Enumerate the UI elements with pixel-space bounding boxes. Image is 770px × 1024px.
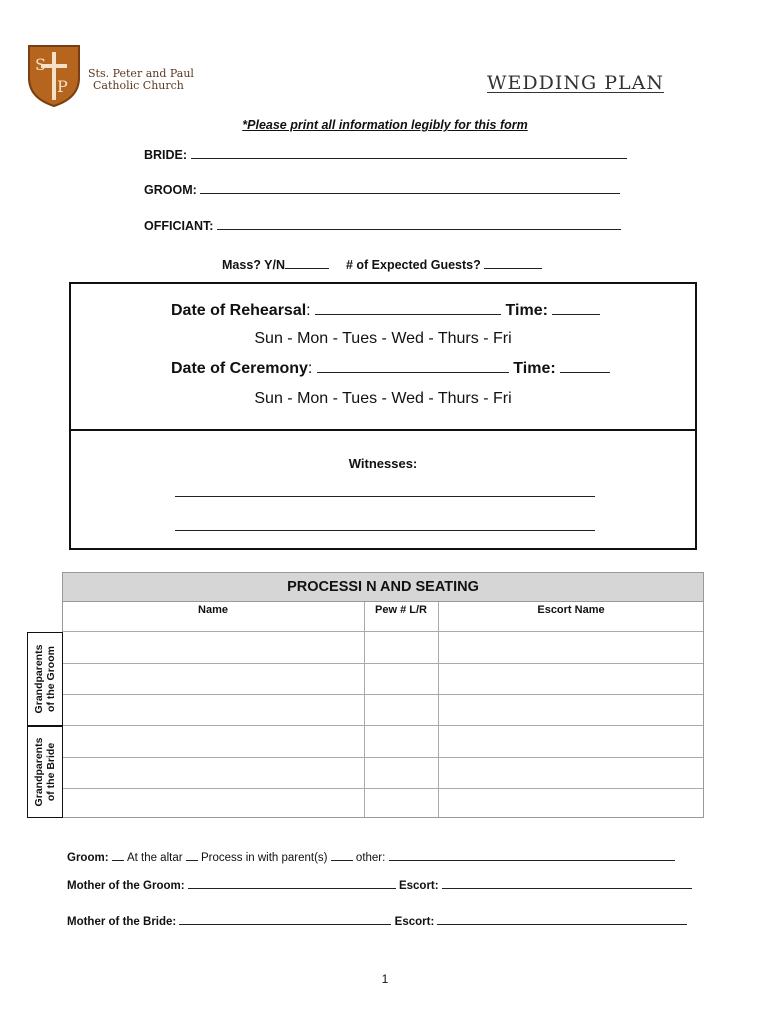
- group-label: Grandparents of the Groom: [33, 644, 57, 714]
- escort-label: Escort:: [394, 916, 435, 928]
- church-name-line1: Sts. Peter and Paul: [88, 67, 194, 80]
- escort-label: Escort:: [398, 880, 439, 892]
- ceremony-time-label: Time:: [513, 360, 556, 377]
- procession-header: PROCESSI N AND SEATING: [62, 572, 704, 602]
- ceremony-label: Date of Ceremony: [171, 360, 308, 377]
- groom-input-line[interactable]: [200, 181, 620, 194]
- table-row[interactable]: [63, 726, 363, 757]
- guests-label: # of Expected Guests?: [345, 258, 481, 272]
- bride-field: [144, 146, 627, 162]
- dates-box: [69, 282, 697, 550]
- shield-icon: [27, 44, 81, 108]
- form-notice: *Please print all information legibly for this form: [242, 118, 528, 132]
- ceremony-days: Sun - Mon - Tues - Wed - Thurs - Fri: [254, 390, 512, 407]
- rehearsal-time-label: Time:: [505, 302, 548, 319]
- mother-bride-label: Mother of the Bride:: [67, 916, 177, 928]
- ceremony-time-line[interactable]: [560, 360, 610, 373]
- groom-procession-label: Groom:: [67, 852, 109, 864]
- rehearsal-time-line[interactable]: [552, 302, 600, 315]
- rehearsal-label: Date of Rehearsal: [171, 302, 307, 319]
- mother-groom-escort-line[interactable]: [442, 876, 692, 889]
- table-row[interactable]: [63, 789, 363, 817]
- other-input-line[interactable]: [389, 848, 675, 861]
- column-pew: Pew # L/R: [375, 604, 427, 616]
- page-title: WEDDING PLAN: [487, 72, 664, 94]
- mother-bride-line[interactable]: [179, 912, 391, 925]
- witness-line-1[interactable]: [175, 496, 595, 497]
- group-grandparents-groom: [27, 632, 63, 726]
- page-number: 1: [381, 972, 389, 986]
- church-name-line2: Catholic Church: [93, 79, 184, 92]
- column-escort: Escort Name: [537, 604, 605, 616]
- rehearsal-row: Date of Rehearsal: Time:: [171, 302, 600, 320]
- witnesses-label: Witnesses:: [348, 456, 418, 471]
- group-grandparents-bride: [27, 726, 63, 818]
- procession-table: [62, 602, 704, 818]
- rehearsal-days: Sun - Mon - Tues - Wed - Thurs - Fri: [254, 330, 512, 347]
- mother-bride-escort-line[interactable]: [437, 912, 687, 925]
- bride-input-line[interactable]: [191, 146, 627, 159]
- other-label: other:: [355, 852, 386, 864]
- date-box-divider: [71, 429, 695, 431]
- mass-guests-row: [222, 256, 542, 272]
- rehearsal-date-line[interactable]: [315, 302, 501, 315]
- group-label: Grandparents of the Bride: [33, 737, 57, 807]
- mother-groom-label: Mother of the Groom:: [67, 880, 185, 892]
- altar-option: At the altar: [126, 852, 183, 864]
- groom-procession-row: [67, 848, 675, 864]
- officiant-label: OFFICIANT:: [144, 219, 214, 233]
- groom-field: [144, 181, 620, 197]
- officiant-field: [144, 217, 621, 233]
- altar-checkbox-line[interactable]: [112, 848, 124, 861]
- witness-line-2[interactable]: [175, 530, 595, 531]
- table-row[interactable]: [63, 758, 363, 788]
- ceremony-date-line[interactable]: [317, 360, 509, 373]
- mother-groom-row: [67, 876, 692, 892]
- ceremony-row: Date of Ceremony: Time:: [171, 360, 610, 378]
- table-row[interactable]: [63, 695, 363, 725]
- mother-groom-line[interactable]: [188, 876, 396, 889]
- logo-letter-s: S: [35, 55, 46, 74]
- guests-input-line[interactable]: [484, 256, 542, 269]
- table-row[interactable]: [63, 664, 363, 694]
- table-row[interactable]: [63, 632, 363, 663]
- bride-label: BRIDE:: [144, 148, 188, 162]
- groom-label: GROOM:: [144, 183, 197, 197]
- mother-bride-row: [67, 912, 687, 928]
- process-option: Process in with parent(s): [200, 852, 328, 864]
- mass-label: Mass? Y/N: [222, 258, 285, 272]
- mass-input-line[interactable]: [285, 256, 329, 269]
- church-name: [88, 68, 194, 92]
- column-name: Name: [198, 604, 228, 616]
- logo-letter-p: P: [57, 77, 68, 96]
- process-checkbox-line[interactable]: [186, 848, 198, 861]
- church-logo: [27, 44, 81, 108]
- officiant-input-line[interactable]: [217, 217, 621, 230]
- process-count-line[interactable]: [331, 848, 353, 861]
